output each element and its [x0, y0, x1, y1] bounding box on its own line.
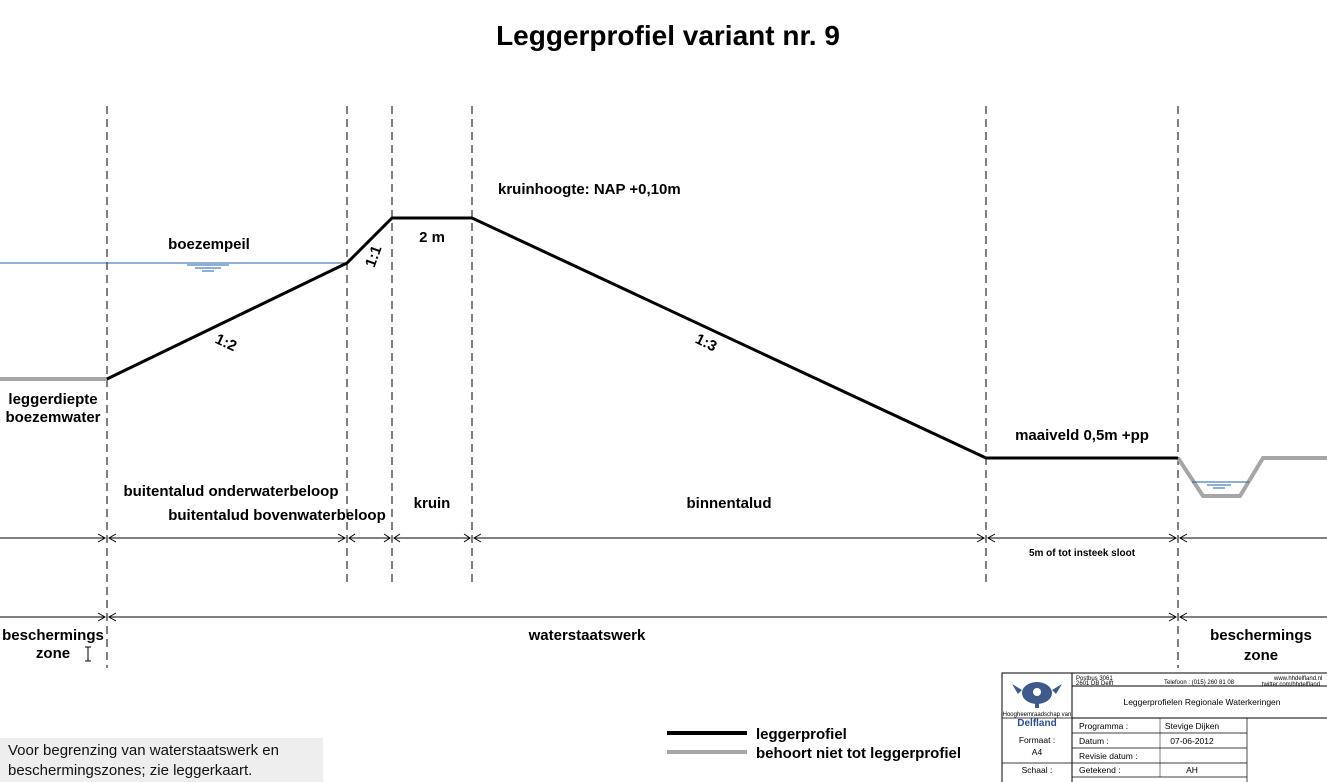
- beschermingszone-left-line2: zone: [35, 645, 71, 662]
- dimension-arrows-row2: [0, 613, 1327, 621]
- beschermingszone-right-line1: beschermings: [1210, 627, 1312, 644]
- beschermingszone-left-line1: beschermings: [2, 627, 104, 644]
- dimension-arrows-row1: [0, 534, 1327, 542]
- logo-subtext: Hoogheemraadschap van: [1002, 712, 1072, 718]
- programma-label: Programma :: [1079, 721, 1129, 731]
- web-text: www.hhdelfland.nl: [1274, 676, 1323, 682]
- note-text: Voor begrenzing van waterstaatswerk en beschermingszones; zie leggerkaart.: [0, 738, 323, 782]
- revisie-label: Revisie datum :: [1079, 751, 1138, 761]
- schaal-label: Schaal :: [1021, 765, 1053, 775]
- getekend-value: AH: [1186, 765, 1198, 775]
- logo-text: Delfland: [1017, 718, 1057, 729]
- legend: [667, 726, 961, 762]
- datum-label: Datum :: [1079, 736, 1109, 746]
- grey-ditch-profile: [1178, 458, 1327, 496]
- page-title: Leggerprofiel variant nr. 9: [496, 20, 840, 51]
- slope-1-1-label: 1:1: [362, 243, 386, 270]
- twitter-text: twitter.com/hhdelfland: [1262, 682, 1321, 688]
- leggerdiepte-label-line1: leggerdiepte: [8, 391, 98, 408]
- legend-leggerprofiel-label: leggerprofiel: [756, 726, 847, 743]
- slope-1-2-label: 1:2: [212, 330, 240, 356]
- maaiveld-label: maaiveld 0,5m +pp: [1015, 427, 1149, 444]
- buitentalud-boven-label: buitentalud bovenwaterbeloop: [168, 507, 386, 524]
- sloot-afstand-label: 5m of tot insteek sloot: [1028, 548, 1136, 559]
- leggerdiepte-label-line2: boezemwater: [5, 409, 101, 426]
- datum-value: 07-06-2012: [1170, 736, 1214, 746]
- formaat-value: A4: [1031, 747, 1043, 757]
- address-line2: 2601 DB Delft: [1076, 681, 1114, 687]
- formaat-label: Formaat :: [1018, 735, 1056, 745]
- title-block: [1002, 673, 1327, 782]
- waterstaatswerk-label: waterstaatswerk: [528, 627, 646, 644]
- boezempeil-label: boezempeil: [168, 236, 250, 253]
- ditch-water-symbol: [1207, 485, 1231, 488]
- leggerprofiel-line: [107, 218, 1178, 458]
- water-level-symbol: [187, 265, 229, 271]
- slope-1-3-label: 1:3: [692, 330, 720, 356]
- kruinhoogte-label: kruinhoogte: NAP +0,10m: [498, 181, 681, 198]
- crest-width-label: 2 m: [419, 229, 445, 246]
- buitentalud-onder-label: buitentalud onderwaterbeloop: [123, 483, 339, 500]
- kruin-label: kruin: [413, 495, 451, 512]
- phone-text: Telefoon : (015) 260 81 08: [1164, 680, 1235, 686]
- getekend-label: Getekend :: [1079, 765, 1121, 775]
- beschermingszone-right-line2: zone: [1243, 647, 1279, 664]
- legend-niet-tot-profiel-label: behoort niet tot leggerprofiel: [756, 745, 961, 762]
- text-cursor-icon: [85, 647, 91, 661]
- address-line1: Postbus 3061: [1076, 676, 1113, 682]
- programma-value: Stevige Dijken: [1164, 721, 1220, 731]
- title-block-heading: Leggerprofielen Regionale Waterkeringen: [1123, 697, 1281, 707]
- binnentalud-label: binnentalud: [686, 495, 772, 512]
